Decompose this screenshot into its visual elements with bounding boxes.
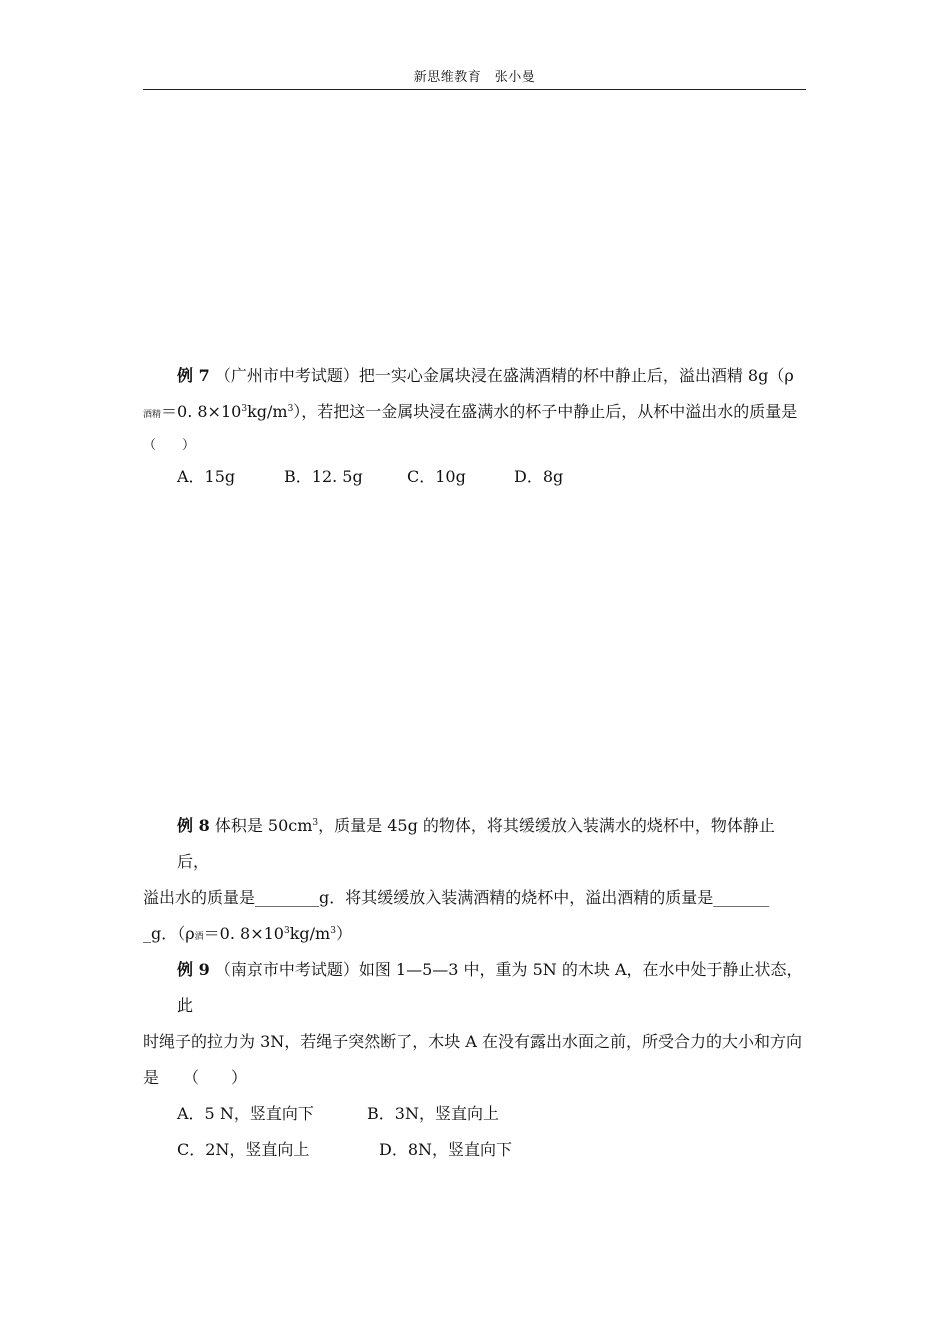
q8-text-1a: 体积是 50cm [214,816,313,835]
q9-label: 例 9 [177,960,210,979]
q9-line-3: 是 （ ） [143,1068,248,1087]
q8-exp: 3 [312,818,319,828]
q8-line-3 [143,916,806,955]
question-8 [143,808,806,955]
q9-options-row-2 [143,1132,806,1168]
q7-text-1: （广州市中考试题）把一实心金属块浸在盛满酒精的杯中静止后，溢出酒精 8g（ρ [214,366,794,385]
q7-options [143,459,806,495]
q9-option-a: A．5 N，竖直向下 [177,1104,314,1123]
q9-text-1: （南京市中考试题）如图 1—5—3 中，重为 5N 的木块 A，在水中处于静止状态，此 [177,960,803,1015]
q7-option-d: D．8g [514,467,564,486]
q8-line-1 [143,808,806,880]
q7-text-2b: kg/m [247,402,288,421]
q7-line-2 [143,394,806,433]
q7-line-1 [143,358,806,394]
q9-line-1 [143,952,806,1024]
q9-option-d: D．8N，竖直向下 [379,1140,513,1159]
q7-option-b: B．12. 5g [284,467,363,486]
q7-text-2c: ），若把这一金属块浸在盛满水的杯子中静止后，从杯中溢出水的质量是 [293,402,798,421]
q7-exp: 3 [241,404,248,414]
q9-option-b: B．3N，竖直向上 [367,1104,499,1123]
q8-text-3c: kg/m [289,924,331,943]
q7-line-3: （ ） [143,438,196,453]
question-7 [143,358,806,495]
q7-option-a: A．15g [177,467,236,486]
q8-text-3d: ） [335,924,352,943]
q7-exp-2: 3 [287,404,294,414]
q9-line-2: 时绳子的拉力为 3N，若绳子突然断了，木块 A 在没有露出水面之前，所受合力的大小和方向 [143,1032,802,1051]
question-9 [143,952,806,1168]
q7-text-2a: ＝0. 8×10 [161,402,242,421]
q9-option-c: C．2N，竖直向上 [177,1140,310,1159]
q7-subscript: 酒精 [143,410,162,420]
q8-text-1b: ，质量是 45g 的物体，将其缓缓放入装满水的烧杯中，物体静止后， [177,816,775,871]
q8-text-3a: _g．（ρ [143,924,195,943]
page-header: 新思维教育 张小曼 [143,66,806,90]
q8-subscript: 酒 [194,932,204,942]
q8-exp-3: 3 [330,926,336,936]
q9-options-row-1 [143,1096,806,1132]
q8-label: 例 8 [177,816,210,835]
q8-line-2: 溢出水的质量是________g．将其缓缓放入装满酒精的烧杯中，溢出酒精的质量是_______ [143,888,770,907]
q8-text-3b: ＝0. 8×10 [203,924,284,943]
q8-exp-2: 3 [283,926,290,936]
q7-label: 例 7 [177,366,210,385]
q7-option-c: C．10g [407,467,466,486]
